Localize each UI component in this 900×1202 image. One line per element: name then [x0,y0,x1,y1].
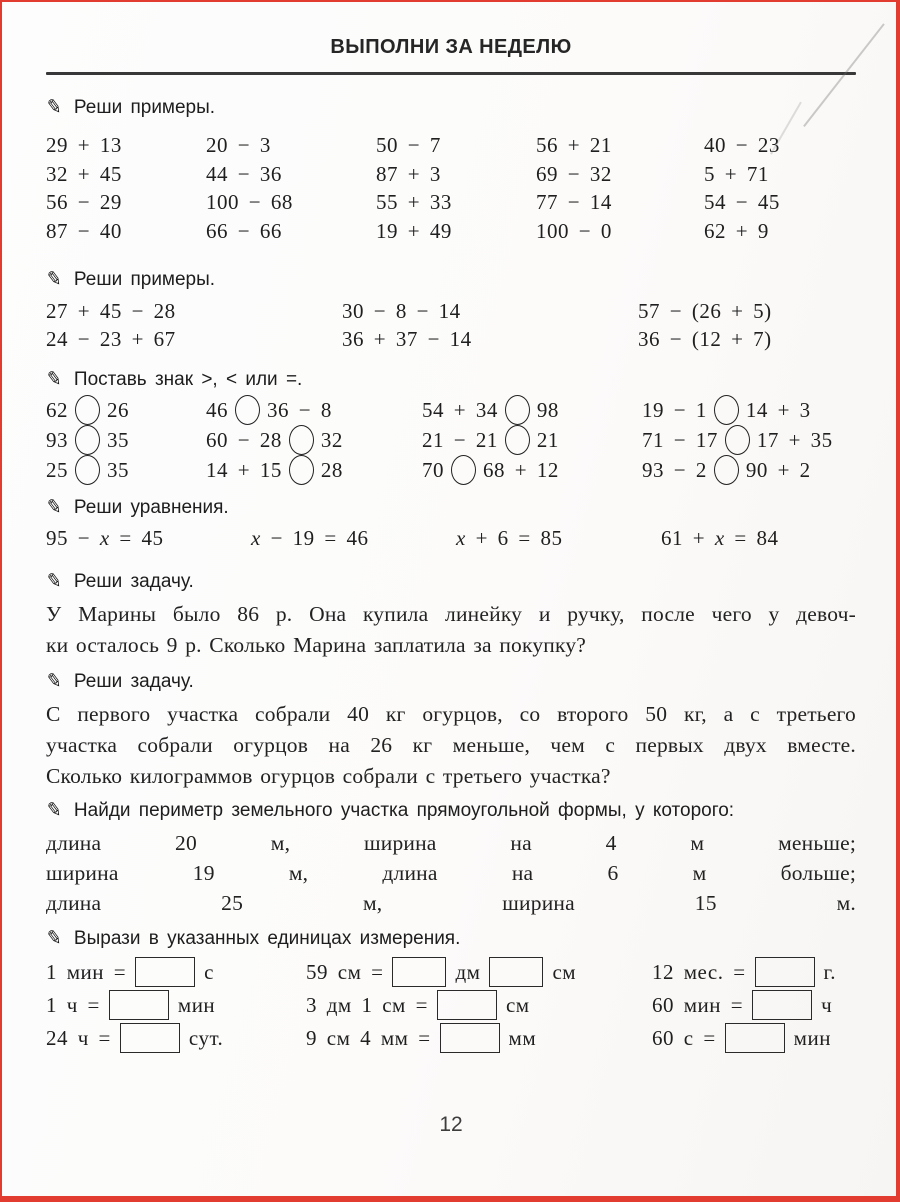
examples-column [536,131,704,245]
examples-column [704,131,856,245]
compare-item [642,395,856,425]
section-header-label: Поставь знак >, < или =. [73,369,303,390]
compare-right: 90 + 2 [745,458,811,482]
unit-conversion [306,989,652,1022]
unit-text: сут. [188,1026,224,1050]
compare-left: 46 [206,398,228,422]
answer-box [135,957,195,987]
section-header-examples-1 [46,95,856,121]
task-2-text [46,699,856,792]
math-expression: 100 − 68 [206,190,293,214]
section-header-label: Реши задачу. [73,671,194,692]
sign-circle [505,425,530,455]
compare-left: 70 [422,458,444,482]
compare-left: 54 + 34 [422,398,498,422]
answer-box [437,990,497,1020]
unit-text: 60 с = [652,1026,716,1050]
compare-right: 21 [536,428,559,452]
pencil-icon: ✎ [44,926,64,951]
answer-box [440,1023,500,1053]
pencil-icon: ✎ [44,669,64,694]
section-header-label: Реши примеры. [73,97,216,118]
unit-text: дм [455,960,481,984]
math-expression: 19 + 49 [376,218,452,243]
section-header-task-2 [46,669,856,695]
sign-circle [289,455,314,485]
section-header-equations [46,495,856,521]
equation-variable: x [99,526,110,550]
math-expression: 40 − 23 [704,133,780,157]
unit-conversion [46,956,306,989]
math-expression: 77 − 14 [536,190,612,214]
equation-part: 95 − [46,526,100,550]
unit-text: 59 см = [306,960,384,984]
compare-left: 14 + 15 [206,458,282,482]
compare-item [422,455,642,485]
compare-right: 35 [107,458,129,482]
compare-item [206,395,422,425]
page-number: 12 [439,1113,463,1136]
unit-text: ч [821,993,833,1017]
equation [661,523,856,553]
compare-right: 28 [320,458,343,482]
equations-row [46,523,856,553]
compare-item [46,425,206,455]
math-expression: 32 + 45 [46,161,122,186]
unit-text: 60 мин = [652,993,744,1017]
math-expression: 100 − 0 [536,218,612,243]
examples-column [376,131,536,245]
math-expression: 5 + 71 [704,161,769,186]
unit-text: мин [793,1026,831,1050]
unit-text: 1 мин = [46,960,127,984]
compare-right: 98 [536,398,559,422]
section-header-label: Реши уравнения. [73,497,229,518]
math-expression: 62 + 9 [704,218,769,243]
section-header-examples-2 [46,267,856,293]
task-1-text [46,599,856,661]
compare-right: 17 + 35 [756,428,833,452]
units-column [46,956,306,1055]
math-expression: 20 − 3 [206,133,271,157]
compare-left: 93 [46,428,68,452]
math-expression: 87 − 40 [46,218,122,243]
perimeter-item: ширина 19 м, длина на 6 м больше; [46,861,856,885]
equation-part: + 6 = 85 [465,526,563,550]
compare-item [46,455,206,485]
pencil-icon: ✎ [44,95,64,120]
section-header-perimeter [46,798,856,824]
answer-box [752,990,812,1020]
compare-left: 25 [46,458,68,482]
equation-part: = 84 [724,526,779,550]
compare-left: 60 − 28 [206,428,282,452]
unit-conversion [46,1022,306,1055]
equation-variable: x [251,526,261,550]
examples-column [342,297,638,353]
compare-left: 21 − 21 [422,428,498,452]
answer-box [392,957,446,987]
compare-right: 35 [107,428,129,452]
compare-item [422,425,642,455]
equation-variable: x [714,526,725,550]
pencil-icon: ✎ [44,367,64,392]
compare-grid [46,395,856,485]
math-expression: 36 + 37 − 14 [342,327,472,351]
compare-right: 36 − 8 [267,398,332,422]
math-expression: 57 − (26 + 5) [638,299,772,323]
section-header-compare [46,367,856,393]
section-header-task-1 [46,569,856,595]
math-expression: 27 + 45 − 28 [46,299,176,323]
compare-item [206,425,422,455]
examples-column [46,297,342,353]
math-expression: 24 − 23 + 67 [46,327,176,351]
sign-circle [714,395,739,425]
answer-box [120,1023,180,1053]
unit-conversion [652,989,856,1022]
units-column [652,956,856,1055]
unit-text: г. [823,960,837,984]
math-expression: 30 − 8 − 14 [342,299,461,323]
pencil-icon: ✎ [44,267,64,292]
unit-text: 1 ч = [46,993,100,1017]
header-rule [46,72,856,75]
unit-text: с [204,960,214,984]
sign-circle [75,395,100,425]
compare-right: 32 [320,428,343,452]
pencil-icon: ✎ [44,798,64,823]
unit-text: см [552,960,577,984]
sign-circle [725,425,750,455]
compare-right: 26 [107,398,129,422]
sign-circle [451,455,476,485]
perimeter-item: длина 20 м, ширина на 4 м меньше; [46,831,856,855]
compare-left: 62 [46,398,68,422]
compare-right: 14 + 3 [745,398,811,422]
unit-conversion [306,1022,652,1055]
equation-variable: x [456,526,466,550]
unit-text: 9 см 4 мм = [306,1026,431,1050]
math-expression: 36 − (12 + 7) [638,327,772,351]
sign-circle [75,455,100,485]
answer-box [725,1023,785,1053]
unit-text: мм [508,1026,537,1050]
compare-item [46,395,206,425]
unit-conversion [652,1022,856,1055]
perimeter-item: длина 25 м, ширина 15 м. [46,891,856,915]
compare-item [642,425,856,455]
section-header-label: Реши задачу. [73,571,194,592]
sign-circle [75,425,100,455]
sign-circle [714,455,739,485]
math-expression: 87 + 3 [376,161,441,186]
equation-part: = 45 [109,526,164,550]
unit-text: 12 мес. = [652,960,746,984]
compare-left: 71 − 17 [642,428,718,452]
task-text-line: Сколько килограммов огурцов собрали с третьего участка? [46,764,611,788]
math-expression: 66 − 66 [206,218,282,243]
math-expression: 50 − 7 [376,133,441,157]
page-title: ВЫПОЛНИ ЗА НЕДЕЛЮ [330,36,572,58]
pencil-icon: ✎ [44,495,64,520]
units-column [306,956,652,1055]
unit-text: мин [177,993,216,1017]
task-text-line: ки осталось 9 р. Сколько Марина заплатила за покупку? [46,633,587,657]
unit-conversion [652,956,856,989]
examples-column [638,297,856,353]
equation [251,523,456,553]
perimeter-items [46,828,856,918]
section-header-label: Реши примеры. [73,269,216,290]
units-grid [46,956,856,1055]
math-expression: 29 + 13 [46,133,122,157]
section-header-label: Найди периметр земельного участка прямоугольной формы, у которого: [73,800,735,821]
math-expression: 54 − 45 [704,190,780,214]
examples-grid-1 [46,131,856,245]
unit-conversion [306,956,652,989]
unit-text: 3 дм 1 см = [306,993,428,1017]
compare-left: 93 − 2 [642,458,707,482]
section-header-units [46,926,856,952]
sign-circle [235,395,260,425]
unit-conversion [46,989,306,1022]
compare-item [206,455,422,485]
examples-column [46,131,206,245]
compare-item [422,395,642,425]
workbook-page [2,2,896,1196]
compare-right: 68 + 12 [483,458,559,482]
answer-box [489,957,543,987]
unit-text: см [505,993,530,1017]
sign-circle [289,425,314,455]
equation-part: 61 + [661,526,715,550]
equation [456,523,661,553]
equation [46,523,251,553]
examples-column [206,131,376,245]
pencil-icon: ✎ [44,569,64,594]
math-expression: 44 − 36 [206,161,282,186]
sign-circle [505,395,530,425]
task-text-line: участка собрали огурцов на 26 кг меньше, чем с первых двух вместе. [46,733,856,757]
math-expression: 56 − 29 [46,190,122,214]
unit-text: 24 ч = [46,1026,111,1050]
math-expression: 55 + 33 [376,190,452,214]
task-text-line: С первого участка собрали 40 кг огурцов, со второго 50 кг, а с третьего [46,702,856,726]
math-expression: 56 + 21 [536,133,612,157]
examples-grid-2 [46,297,856,353]
answer-box [109,990,169,1020]
answer-box [755,957,815,987]
compare-left: 19 − 1 [642,398,707,422]
equation-part: − 19 = 46 [260,526,369,550]
section-header-label: Вырази в указанных единицах измерения. [73,928,461,949]
task-text-line: У Марины было 86 р. Она купила линейку и ручку, после чего у девоч- [46,602,856,626]
math-expression: 69 − 32 [536,161,612,186]
compare-item [642,455,856,485]
